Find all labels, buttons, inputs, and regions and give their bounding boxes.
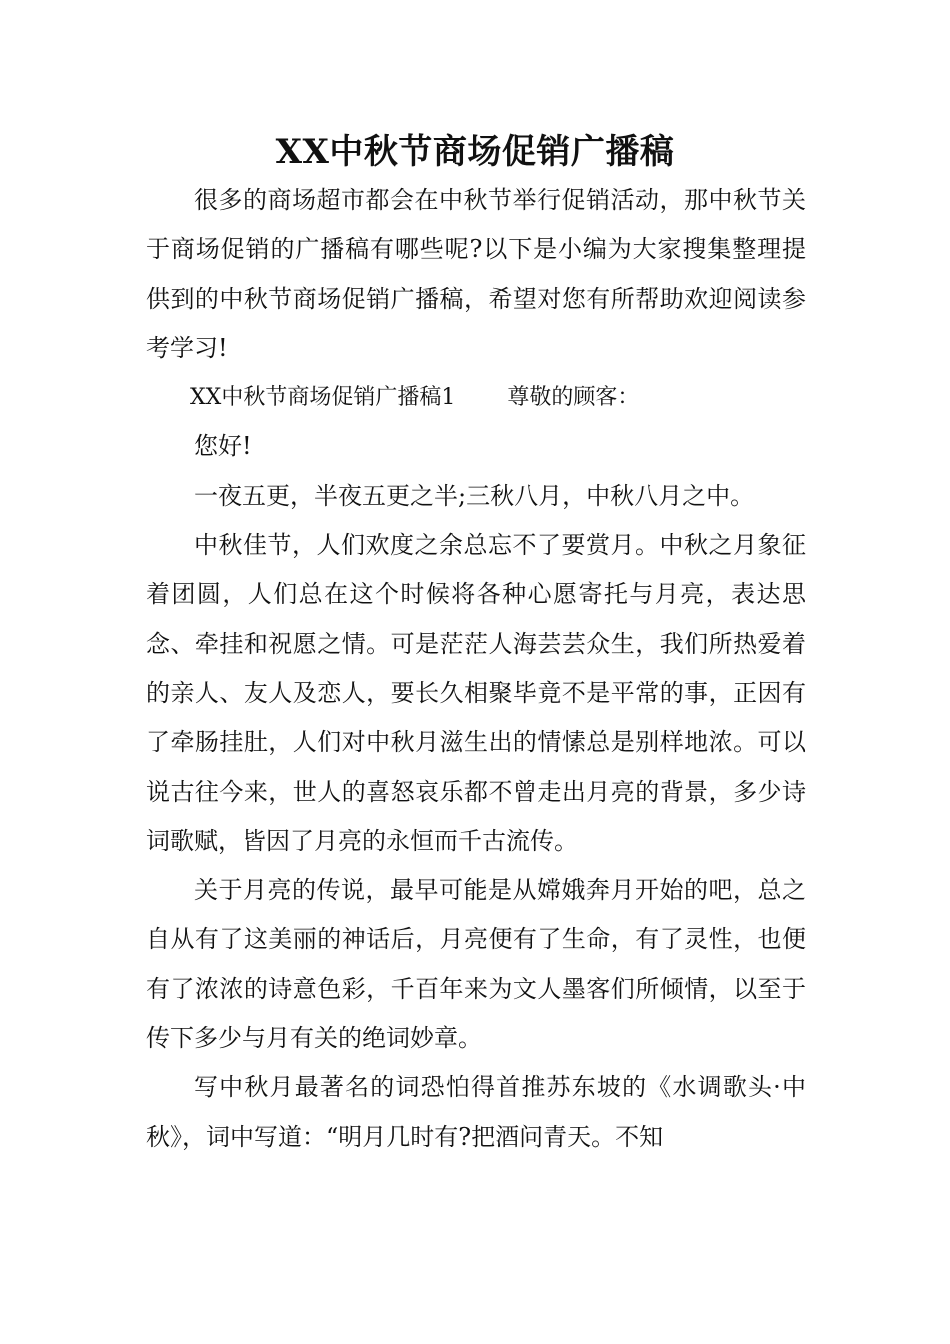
paragraph: 中秋佳节，人们欢度之余总忘不了要赏月。中秋之月象征着团圆，人们总在这个时候将各种心愿寄托与月亮，表达思念、牵挂和祝愿之情。可是茫茫人海芸芸众生，我们所热爱着的亲人、友人及恋人，要长久相聚毕竟不是平常的事，正因有了牵肠挂肚，人们对中秋月滋生出的情愫总是别样地浓。可以说古往今来，世人的喜怒哀乐都不曾走出月亮的背景，多少诗词歌赋，皆因了月亮的永恒而千古流传。 (146, 531, 806, 855)
salutation: 尊敬的顾客： (507, 385, 640, 411)
intro-paragraph: 很多的商场超市都会在中秋节举行促销活动，那中秋节关于商场促销的广播稿有哪些呢?以下是小编为大家搜集整理提供到的中秋节商场促销广播稿，希望对您有所帮助欢迎阅读参考学习! (146, 186, 806, 362)
document-body (146, 176, 806, 1162)
paragraph: 一夜五更，半夜五更之半;三秋八月，中秋八月之中。 (194, 481, 755, 510)
greeting: 您好! (194, 432, 252, 461)
document-title: XX中秋节商场促销广播稿 (275, 132, 675, 172)
paragraph: 写中秋月最著名的词恐怕得首推苏东坡的《水调歌头·中秋》，词中写道：“明月几时有?把酒问青天。不知 (146, 1073, 806, 1151)
paragraph: 关于月亮的传说，最早可能是从嫦娥奔月开始的吧，总之自从有了这美丽的神话后，月亮便有了生命，有了灵性，也便有了浓浓的诗意色彩，千百年来为文人墨客们所倾情，以至于传下多少与月有关的绝词妙章。 (146, 876, 806, 1053)
subheading-line (146, 373, 806, 422)
section-subheading: XX中秋节商场促销广播稿1 (190, 385, 456, 411)
